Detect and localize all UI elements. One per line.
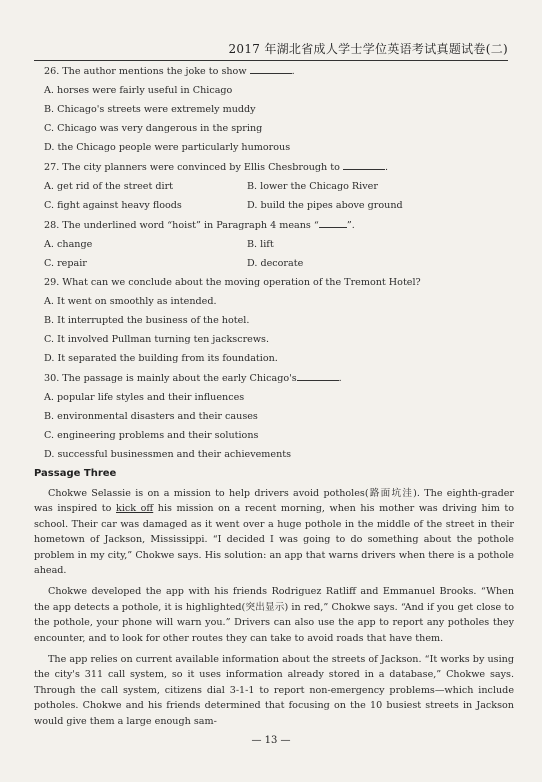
page-header bbox=[34, 38, 508, 61]
passage-paragraph: Chokwe developed the app with his friends Rodriguez Ratliff and Emmanuel Brooks. “When the app detects a pothole, it is highlighted(突出显示) in red,” Chokwe says. “And if you get close to the pothole, your phone will warn you.” Drivers can also use the app to report any potholes they encounter, and to look for other routes they can take to avoid roads that have them. bbox=[34, 586, 514, 644]
option: B. lift bbox=[247, 239, 274, 250]
option: D. successful businessmen and their achievements bbox=[44, 449, 292, 460]
option: C. Chicago was very dangerous in the spring bbox=[44, 123, 263, 134]
section-title: Passage Three bbox=[34, 468, 117, 479]
option-row bbox=[44, 238, 514, 251]
passage-paragraph: Chokwe Selassie is on a mission to help drivers avoid potholes(路面坑洼). The eighth-grader was inspired to kick off his mission on a recent morning, when his mother was driving him to school. Their car was damaged as it went over a huge pothole in the middle of the street in their hometown of Jackson, Mississippi. “I decided I was going to do something about the pothole problem in my city,” Chokwe says. His solution: an app that warns drivers when there is a pothole ahead. bbox=[34, 488, 514, 577]
option: A. It went on smoothly as intended. bbox=[44, 296, 217, 307]
passage-paragraph: The app relies on current available information about the streets of Jackson. “It works by using the city's 311 call system, so it uses information already stored in a database,” Chokwe says. Through the call system, citizens dial 3-1-1 to report non-emergency problems—which include potholes. Chokwe and his friends determined that focusing on the 10 busiest streets in Jackson would give them a large enough sam- bbox=[34, 654, 514, 727]
option-row bbox=[44, 257, 514, 270]
answer-blank bbox=[297, 371, 339, 381]
question-26: 26. The author mentions the joke to show . bbox=[44, 66, 295, 77]
option: A. popular life styles and their influences bbox=[44, 392, 245, 403]
question-28: 28. The underlined word “hoist” in Paragraph 4 means “ ”. bbox=[44, 220, 355, 231]
option: A. horses were fairly useful in Chicago bbox=[44, 85, 233, 96]
option: A. get rid of the street dirt bbox=[44, 181, 174, 192]
underlined-phrase: kick off bbox=[116, 503, 154, 515]
question-30: 30. The passage is mainly about the early Chicago's . bbox=[44, 373, 342, 384]
header-title: 2017 年湖北省成人学士学位英语考试真题试卷(二) bbox=[228, 42, 508, 56]
option-row bbox=[44, 199, 514, 212]
option: D. build the pipes above ground bbox=[247, 200, 403, 211]
option-row bbox=[44, 180, 514, 193]
option: B. It interrupted the business of the hotel. bbox=[44, 315, 250, 326]
option: A. change bbox=[44, 239, 93, 250]
option: D. It separated the building from its foundation. bbox=[44, 353, 278, 364]
answer-blank bbox=[250, 64, 292, 74]
question-29: 29. What can we conclude about the moving operation of the Tremont Hotel? bbox=[44, 277, 421, 288]
option: C. repair bbox=[44, 258, 87, 269]
question-27: 27. The city planners were convinced by Ellis Chesbrough to . bbox=[44, 162, 389, 173]
page-content bbox=[34, 64, 514, 735]
option: C. fight against heavy floods bbox=[44, 200, 182, 211]
option: D. decorate bbox=[247, 258, 304, 269]
option: D. the Chicago people were particularly humorous bbox=[44, 142, 291, 153]
option: B. lower the Chicago River bbox=[247, 181, 378, 192]
option: C. It involved Pullman turning ten jackscrews. bbox=[44, 334, 270, 345]
option: B. Chicago's streets were extremely muddy bbox=[44, 104, 256, 115]
option: C. engineering problems and their solutions bbox=[44, 430, 259, 441]
page-number: — 13 — bbox=[251, 735, 291, 746]
answer-blank bbox=[319, 218, 347, 228]
answer-blank bbox=[343, 160, 385, 170]
option: B. environmental disasters and their causes bbox=[44, 411, 258, 422]
